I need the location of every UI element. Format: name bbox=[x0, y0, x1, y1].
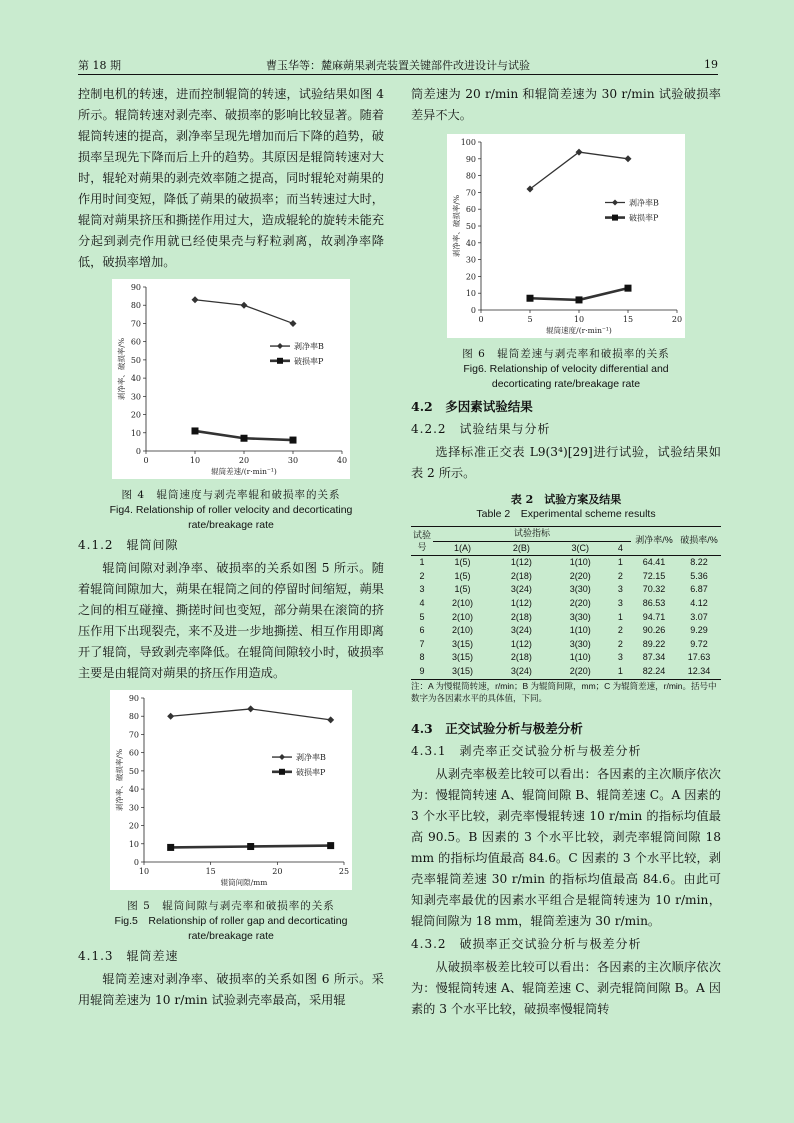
table-cell: 3(30) bbox=[569, 611, 591, 622]
table-cell: 2 bbox=[617, 638, 623, 649]
table-cell: 3(15) bbox=[451, 665, 473, 676]
table-cell: 82.24 bbox=[642, 665, 666, 676]
table-cell: 3 bbox=[419, 584, 425, 595]
table-cell: 3.07 bbox=[690, 611, 708, 622]
figure-4-chart bbox=[112, 279, 350, 479]
table-header-col: 4 bbox=[617, 542, 623, 553]
table-note: 注：A 为慢辊筒转速，r/min；B 为辊筒间隙，mm；C 为辊筒差速，r/min。括号中数字为各因素水平的具体值，下同。 bbox=[411, 680, 717, 703]
y-axis-label: 剥净率、破损率/% bbox=[452, 194, 461, 258]
y-tick-label: 70 bbox=[130, 319, 141, 329]
figure-6-caption-en: Fig6. Relationship of velocity differential and decorticating rate/breakage rate bbox=[463, 363, 669, 390]
y-tick-label: 90 bbox=[130, 283, 141, 292]
table-cell: 3 bbox=[617, 597, 623, 608]
y-tick-label: 20 bbox=[128, 821, 139, 831]
x-tick-label: 10 bbox=[189, 456, 201, 465]
figure-5 bbox=[110, 690, 352, 890]
data-point bbox=[192, 427, 199, 434]
x-tick-label: 15 bbox=[622, 315, 634, 324]
table-row bbox=[411, 651, 721, 665]
table-cell: 1(12) bbox=[510, 597, 532, 608]
y-tick-label: 50 bbox=[465, 222, 476, 231]
data-point bbox=[327, 716, 334, 723]
y-axis-label: 剥净率、破损率/% bbox=[115, 748, 124, 812]
table-cell: 70.32 bbox=[642, 584, 666, 595]
table-cell: 2(10) bbox=[451, 597, 473, 608]
table-cell: 5.36 bbox=[690, 570, 708, 581]
table-cell: 1(12) bbox=[510, 557, 532, 568]
table-cell: 3(24) bbox=[510, 584, 532, 595]
running-header bbox=[78, 55, 718, 75]
y-tick-label: 40 bbox=[128, 785, 139, 795]
x-axis-label: 辊筒速度/(r·min⁻¹) bbox=[546, 326, 612, 335]
table-header-col: 1(A) bbox=[453, 542, 471, 553]
table-cell: 6.87 bbox=[690, 584, 708, 595]
x-tick-label: 0 bbox=[143, 456, 149, 465]
legend-marker bbox=[277, 343, 283, 349]
y-tick-label: 80 bbox=[465, 171, 476, 181]
table-cell: 86.53 bbox=[642, 597, 666, 608]
table-cell: 3(30) bbox=[569, 584, 591, 595]
table-row bbox=[411, 624, 721, 638]
section-heading: 4.3.2 破损率正交试验分析与极差分析 bbox=[411, 936, 642, 951]
right-column bbox=[411, 84, 721, 1022]
data-point bbox=[247, 843, 254, 850]
data-point bbox=[247, 705, 254, 712]
table-cell: 4.12 bbox=[690, 597, 708, 608]
data-point bbox=[290, 437, 297, 444]
y-tick-label: 70 bbox=[465, 188, 476, 198]
table-cell: 3(24) bbox=[510, 665, 532, 676]
y-tick-label: 20 bbox=[130, 410, 141, 420]
y-tick-label: 30 bbox=[465, 255, 476, 265]
figure-5-caption-en: Fig.5 Relationship of roller gap and decorticating rate/breakage rate bbox=[114, 915, 348, 942]
table-cell: 3(30) bbox=[569, 638, 591, 649]
table-cell: 8.22 bbox=[690, 557, 708, 568]
legend-label: 剥净率B bbox=[296, 753, 326, 763]
y-tick-label: 10 bbox=[465, 289, 476, 299]
paragraph: 辊筒差速对剥净率、破损率的关系如图 6 所示。采用辊筒差速为 10 r/min 试验剥壳率最高，采用辊 bbox=[78, 972, 384, 1007]
table-cell: 2 bbox=[617, 570, 623, 581]
legend-label: 破损率P bbox=[629, 213, 659, 223]
table-cell: 87.34 bbox=[642, 652, 666, 663]
table-cell: 9 bbox=[419, 665, 425, 676]
table-cell: 2(18) bbox=[510, 570, 532, 581]
paragraph: 从剥壳率极差比较可以看出：各因素的主次顺序依次为：慢辊筒转速 A、辊筒间隙 B、辊筒差速 C。A 因素的 3 个水平比较，剥壳率慢辊转速 10 r/min 的指标均值最高 90.5。B 因素的 3 个水平比较，剥壳率辊筒间隙 18 mm 的指标均值最高 84.6。C 因素的 3 个水平比较，剥壳率辊筒差速 30 r/min 的指标均值最高 84.6。由此可知剥壳率最优的因素水平组合是辊筒转速为 10 r/min，辊筒间隙为 18 mm，辊筒差速为 30 r/min。 bbox=[411, 766, 721, 928]
table-cell: 2(10) bbox=[451, 625, 473, 636]
data-point bbox=[241, 435, 248, 442]
table-cell: 17.63 bbox=[687, 652, 711, 663]
y-tick-label: 80 bbox=[128, 712, 139, 722]
figure-5-caption-cn: 图 5 辊筒间隙与剥壳率和破损率的关系 bbox=[127, 900, 335, 912]
data-point bbox=[167, 844, 174, 851]
figure-4-caption-en: Fig4. Relationship of roller velocity and decorticating rate/breakage rate bbox=[109, 504, 353, 531]
x-tick-label: 5 bbox=[527, 315, 533, 324]
table-row bbox=[411, 556, 721, 570]
section-heading: 4.3 正交试验分析与极差分析 bbox=[411, 720, 583, 736]
y-tick-label: 60 bbox=[465, 205, 476, 215]
x-tick-label: 0 bbox=[478, 315, 484, 324]
y-tick-label: 0 bbox=[133, 858, 139, 867]
table-cell: 1 bbox=[617, 611, 623, 622]
data-point bbox=[527, 295, 534, 302]
x-axis-label: 辊筒间隙/mm bbox=[220, 878, 268, 887]
y-tick-label: 90 bbox=[465, 154, 476, 164]
legend-marker bbox=[612, 199, 618, 205]
section-heading: 4.3.1 剥壳率正交试验分析与极差分析 bbox=[411, 743, 642, 758]
table-cell: 1(5) bbox=[454, 584, 471, 595]
y-tick-label: 50 bbox=[130, 355, 141, 365]
legend-marker bbox=[277, 358, 283, 364]
y-tick-label: 10 bbox=[128, 839, 139, 849]
y-tick-label: 30 bbox=[128, 803, 139, 813]
y-tick-label: 30 bbox=[130, 392, 141, 402]
table-row bbox=[411, 611, 721, 625]
y-tick-label: 50 bbox=[128, 766, 139, 776]
legend-marker bbox=[279, 769, 285, 775]
table-cell: 90.26 bbox=[642, 625, 666, 636]
table-header-col: 3(C) bbox=[571, 542, 590, 553]
paragraph: 选择标准正交表 L9(3⁴)[29]进行试验，试验结果如表 2 所示。 bbox=[411, 445, 721, 480]
table-cell: 72.15 bbox=[642, 570, 666, 581]
figure-6-chart bbox=[447, 134, 685, 338]
table-row bbox=[411, 665, 721, 679]
x-tick-label: 20 bbox=[238, 456, 250, 465]
table-cell: 89.22 bbox=[642, 638, 666, 649]
legend-marker bbox=[279, 754, 285, 760]
section-heading: 4.2.2 试验结果与分析 bbox=[411, 422, 551, 436]
table-cell: 1(10) bbox=[569, 557, 591, 568]
y-tick-label: 60 bbox=[130, 337, 141, 347]
figure-4 bbox=[112, 279, 350, 479]
table-cell: 2(20) bbox=[569, 597, 591, 608]
data-point bbox=[290, 320, 297, 327]
x-tick-label: 20 bbox=[671, 315, 683, 324]
figure-6 bbox=[447, 134, 685, 338]
table-cell: 3 bbox=[617, 584, 623, 595]
table-cell: 1(5) bbox=[454, 570, 471, 581]
table-row bbox=[411, 583, 721, 597]
table-cell: 1 bbox=[617, 557, 623, 568]
x-axis-label: 辊筒差速/(r·min⁻¹) bbox=[211, 467, 277, 476]
table-cell: 3 bbox=[617, 652, 623, 663]
table-cell: 2(18) bbox=[510, 652, 532, 663]
data-point bbox=[167, 713, 174, 720]
legend-label: 剥净率B bbox=[294, 342, 324, 352]
table-cell: 3(15) bbox=[451, 652, 473, 663]
running-title: 曹玉华等：麓麻蒴果剥壳装置关键部件改进设计与试验 bbox=[266, 59, 530, 72]
table-cell: 2(10) bbox=[451, 611, 473, 622]
y-tick-label: 40 bbox=[465, 238, 476, 248]
table-row bbox=[411, 638, 721, 652]
y-axis-label: 剥净率、破损率/% bbox=[117, 337, 126, 401]
figure-5-chart bbox=[110, 690, 352, 890]
y-tick-label: 20 bbox=[465, 272, 476, 282]
table-cell: 2 bbox=[617, 625, 623, 636]
y-tick-label: 70 bbox=[128, 730, 139, 740]
y-tick-label: 40 bbox=[130, 374, 141, 384]
y-tick-label: 0 bbox=[470, 306, 476, 315]
table-cell: 1 bbox=[617, 665, 623, 676]
table-header-index: 试验指标 bbox=[433, 527, 631, 542]
table-cell: 94.71 bbox=[642, 611, 666, 622]
table-cell: 7 bbox=[419, 638, 425, 649]
table-header-b: 剥净率/% bbox=[631, 527, 677, 556]
y-tick-label: 60 bbox=[128, 748, 139, 758]
data-point bbox=[241, 302, 248, 309]
table-cell: 1(10) bbox=[569, 625, 591, 636]
legend-marker bbox=[612, 215, 618, 221]
section-heading: 4.1.2 辊筒间隙 bbox=[78, 538, 179, 552]
table-cell: 2(18) bbox=[510, 611, 532, 622]
x-tick-label: 10 bbox=[573, 315, 585, 324]
table-cell: 3(15) bbox=[451, 638, 473, 649]
results-table bbox=[411, 526, 721, 680]
x-tick-label: 40 bbox=[336, 456, 348, 465]
table-cell: 9.72 bbox=[690, 638, 708, 649]
data-point bbox=[327, 842, 334, 849]
x-tick-label: 30 bbox=[287, 456, 299, 465]
y-tick-label: 100 bbox=[460, 138, 476, 147]
table-cell: 9.29 bbox=[690, 625, 708, 636]
series-line bbox=[530, 152, 628, 189]
x-tick-label: 20 bbox=[272, 867, 283, 876]
table-row bbox=[411, 597, 721, 611]
x-tick-label: 15 bbox=[205, 867, 216, 876]
table-cell: 1(10) bbox=[569, 652, 591, 663]
y-tick-label: 90 bbox=[128, 694, 139, 703]
legend-label: 剥净率B bbox=[629, 198, 659, 208]
table-title-cn: 表 2 试验方案及结果 bbox=[510, 493, 622, 506]
table-cell: 1(5) bbox=[454, 557, 471, 568]
section-heading: 4.2 多因素试验结果 bbox=[411, 399, 533, 414]
table-cell: 2(20) bbox=[569, 570, 591, 581]
paragraph: 从破损率极差比较可以看出：各因素的主次顺序依次为：慢辊筒转速 A、辊筒差速 C、剥壳辊筒间隙 B。A 因素的 3 个水平比较，破损率慢辊筒转 bbox=[411, 959, 721, 1016]
table-row bbox=[411, 570, 721, 584]
left-column bbox=[78, 84, 384, 1013]
table-cell: 12.34 bbox=[687, 665, 711, 676]
table-cell: 2 bbox=[419, 570, 425, 581]
table-cell: 5 bbox=[419, 611, 425, 622]
table-cell: 1(12) bbox=[510, 638, 532, 649]
table-cell: 2(20) bbox=[569, 665, 591, 676]
table-cell: 6 bbox=[419, 625, 425, 636]
legend-label: 破损率P bbox=[296, 767, 326, 777]
data-point bbox=[576, 296, 583, 303]
table-cell: 1 bbox=[419, 557, 425, 568]
table-cell: 8 bbox=[419, 652, 425, 663]
table-header-p: 破损率/% bbox=[677, 527, 721, 556]
table-header-no: 试验号 bbox=[411, 527, 433, 556]
page-number: 19 bbox=[704, 58, 718, 71]
paragraph: 辊筒间隙对剥净率、破损率的关系如图 5 所示。随着辊筒间隙加大，蒴果在辊筒之间的停留时间缩短，蒴果之间的相互碰撞、撕搓时间也变短，部分蒴果在滚筒的挤压作用下出现裂壳，来不及进一步地撕搓、相互作用即离开了辊筒，导致剥壳率降低。在辊筒间隙较小时，破损率主要是由辊筒对蒴果的挤压作用造成。 bbox=[78, 561, 384, 680]
legend-label: 破损率P bbox=[294, 356, 324, 366]
figure-6-caption-cn: 图 6 辊筒差速与剥壳率和破损率的关系 bbox=[462, 348, 670, 360]
data-point bbox=[625, 285, 632, 292]
data-point bbox=[625, 155, 632, 162]
table-header-col: 2(B) bbox=[512, 542, 530, 553]
x-tick-label: 10 bbox=[138, 867, 150, 876]
y-tick-label: 0 bbox=[135, 447, 141, 456]
figure-4-caption-cn: 图 4 辊筒速度与剥壳率辊和破损率的关系 bbox=[121, 489, 341, 501]
x-tick-label: 25 bbox=[338, 867, 350, 876]
table-cell: 64.41 bbox=[642, 557, 666, 568]
paragraph: 控制电机的转速，进而控制辊筒的转速，试验结果如图 4 所示。辊筒转速对剥壳率、破损率的影响比较显著。随着辊筒转速的提高，剥净率呈现先增加而后下降的趋势，破损率呈现先下降而后上升的趋势。其原因是辊筒转速对大时，辊轮对蒴果的剥壳效率随之提高，同时辊轮对蒴果的作用时间变短，降低了蒴果的破损率；而当转速过大时，辊筒对蒴果挤压和撕搓作用过大，造成辊轮的旋转未能充分起到剥壳作用就已经使果壳与籽粒剥离，故剥净率降低，破损率增加。 bbox=[78, 87, 384, 269]
y-tick-label: 10 bbox=[130, 428, 141, 438]
paragraph: 筒差速为 20 r/min 和辊筒差速为 30 r/min 试验破损率差异不大。 bbox=[411, 87, 721, 122]
y-tick-label: 80 bbox=[130, 301, 141, 311]
table-cell: 3(24) bbox=[510, 625, 532, 636]
issue-number: 第 18 期 bbox=[78, 59, 121, 72]
section-heading: 4.1.3 辊筒差速 bbox=[78, 949, 179, 963]
table-title-en: Table 2 Experimental scheme results bbox=[476, 508, 656, 520]
table-cell: 4 bbox=[419, 597, 425, 608]
data-point bbox=[192, 296, 199, 303]
